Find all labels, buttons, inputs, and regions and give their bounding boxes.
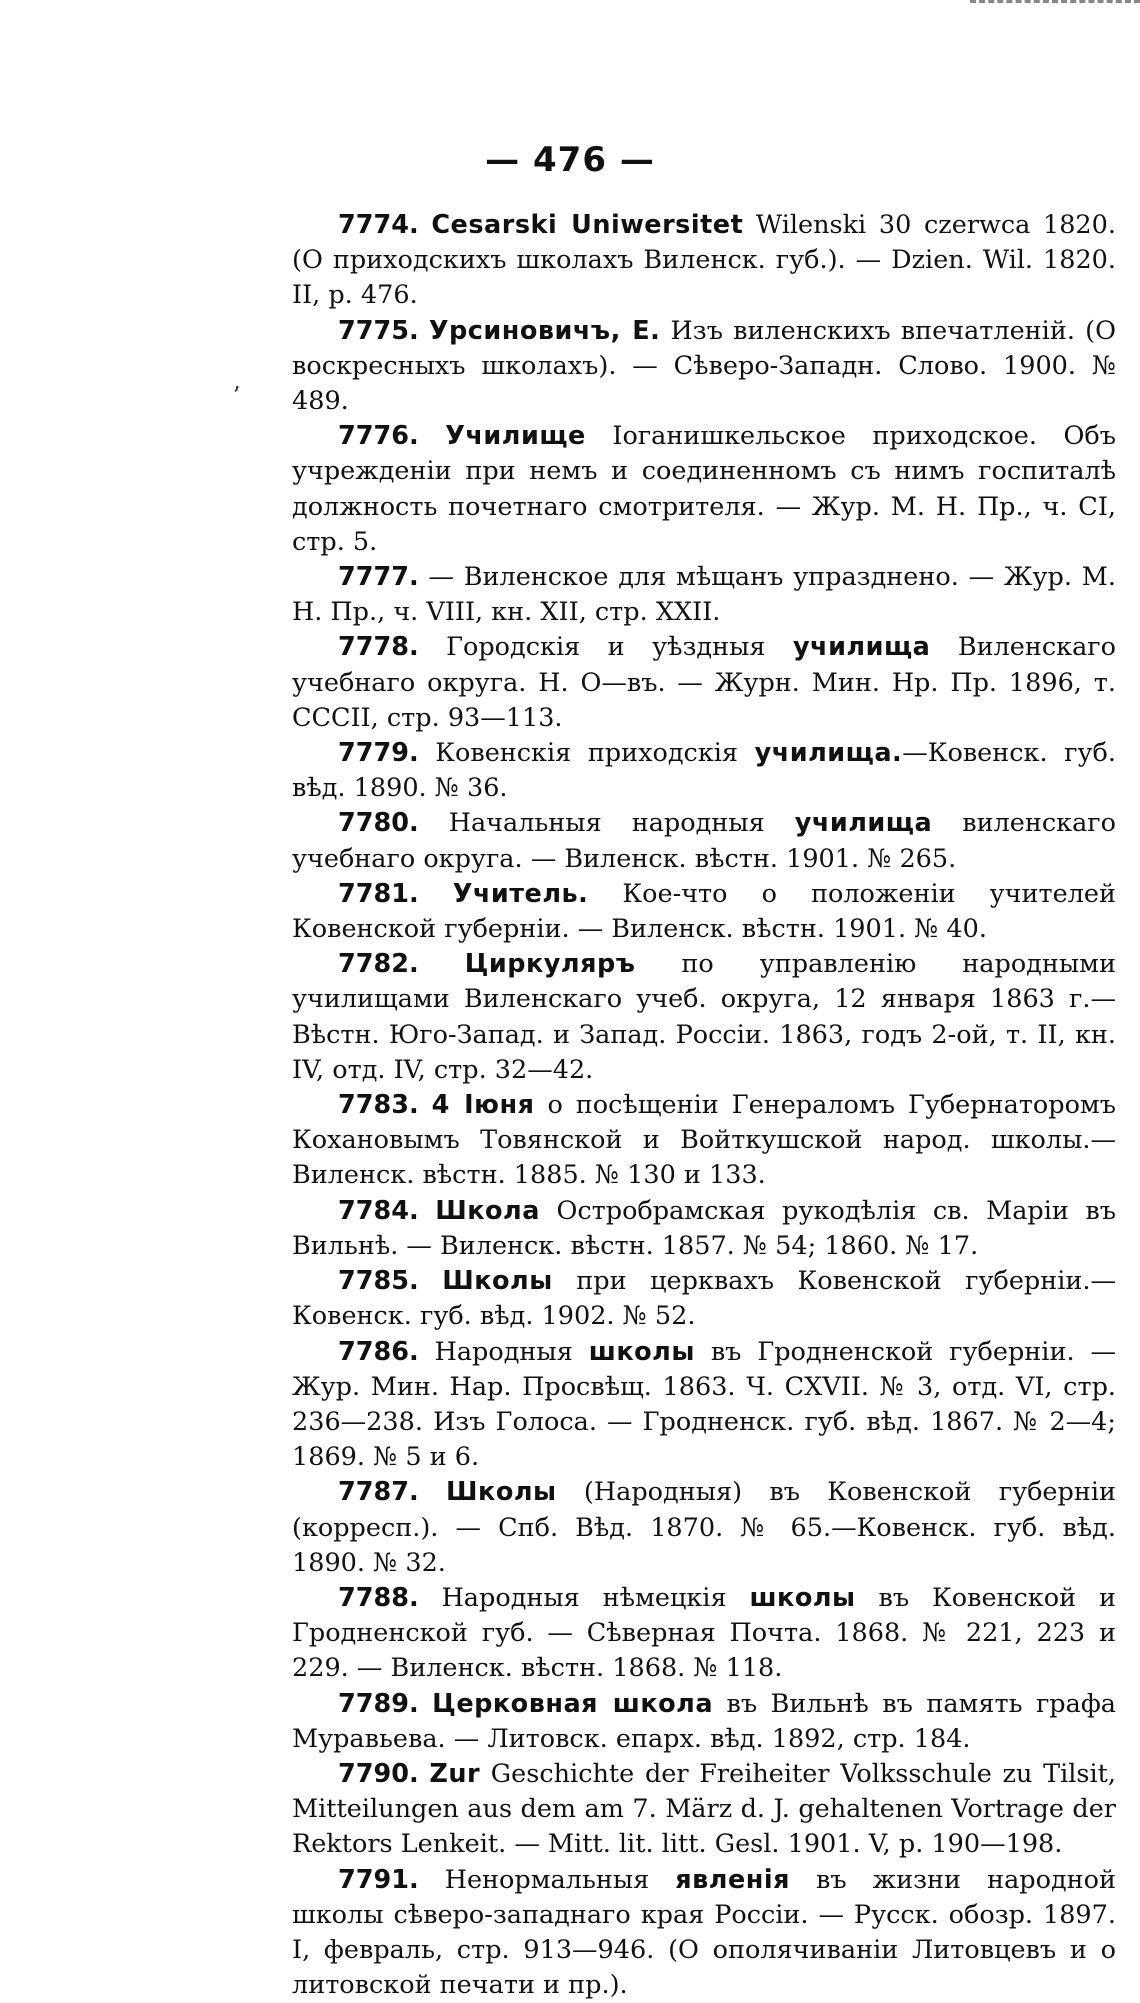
entry-text: виленскаго учебнаго округа. — Виленск. вѣстн. 1901. № 265. [292, 808, 1116, 874]
entry-lead-text [419, 421, 446, 451]
entry-text: въ Вильнѣ въ память графа Муравьева. — Литовск. епарх. вѣд. 1892, стр. 184. [292, 1688, 1116, 1754]
entry-heading: Церковная школа [432, 1688, 714, 1719]
entry-number: 7778. [338, 632, 419, 663]
bibliography-entry [292, 1475, 1116, 1581]
bibliography-entry [292, 947, 1116, 1088]
entry-text: при церквахъ Ковенской губерніи.—Ковенск. губ. вѣд. 1902. № 52. [292, 1266, 1116, 1332]
entry-text: Іоганишкельское приходское. Объ учрежденіи при немъ и соединенномъ съ нимъ госпиталѣ должность почетнаго смотрителя. — Жур. М. Н. Пр., ч. CI, стр. 5. [292, 421, 1116, 557]
entry-heading: училища [794, 808, 933, 839]
bibliography-entry [292, 208, 1116, 314]
entry-lead-text: Ковенскія приходскія [418, 738, 755, 769]
entry-heading: школы [749, 1582, 856, 1613]
entry-number: 7785. [338, 1266, 419, 1297]
entry-heading: училища [792, 632, 931, 663]
entry-lead-text [419, 210, 432, 240]
bibliography-list [292, 208, 1116, 2003]
entry-heading: Школа [435, 1195, 540, 1226]
entry-number: 7788. [338, 1582, 419, 1613]
entry-text: (Народныя) въ Ковенской губерніи (корресп.). — Спб. Вѣд. 1870. № 65.—Ковенск. губ. вѣд. 1890. № 32. [292, 1477, 1116, 1578]
entry-heading: Школы [446, 1477, 557, 1508]
entry-text: въ Гродненской губерніи. — Жур. Мин. Нар. Просвѣщ. 1863. Ч. CXVII. № 3, отд. VI, стр. 236—238. Изъ Голоса. — Гродненск. губ. вѣд. 1867. № 2—4; 1869. № 5 и 6. [292, 1336, 1116, 1473]
bibliography-entry [292, 630, 1116, 736]
entry-text: Виленскаго учебнаго округа. Н. О—въ. — Журн. Мин. Нр. Пр. 1896, т. СССII, стр. 93—113. [292, 632, 1116, 733]
entry-text: Изъ виленскихъ впечатленій. (О воскресныхъ школахъ). — Сѣверо-Западн. Слово. 1900. № 489. [292, 315, 1116, 417]
entry-heading: Школы [442, 1266, 553, 1297]
bibliography-entry [292, 1088, 1116, 1194]
entry-lead-text: Городскія и уѣздныя [418, 632, 793, 663]
entry-number: 7775. [338, 315, 419, 346]
entry-heading: школы [588, 1336, 695, 1367]
entry-heading: Учитель. [452, 878, 589, 909]
bibliography-entry [292, 1863, 1116, 2003]
entry-number: 7781. [338, 878, 419, 909]
entry-heading: Училище [445, 421, 586, 452]
bibliography-entry [292, 736, 1116, 806]
entry-heading: Zur [429, 1758, 481, 1789]
entry-text: о посѣщеніи Генераломъ Губернаторомъ Кохановымъ Товянской и Войткушской народ. школы.—Виленск. вѣстн. 1885. № 130 и 133. [292, 1090, 1116, 1191]
entry-number: 7776. [338, 421, 419, 452]
entry-text: — Виленское для мѣщанъ упразднено. — Жур. М. Н. Пр., ч. VIII, кн. XII, стр. XXII. [292, 562, 1116, 628]
entry-heading: Cesarski Uniwersitet [431, 210, 744, 240]
entry-lead-text [419, 1477, 446, 1507]
entry-number: 7789. [338, 1688, 419, 1719]
entry-text: —Ковенск. губ. вѣд. 1890. № 36. [292, 738, 1116, 804]
entry-text: Кое-что о положеніи учителей Ковенской губерніи. — Виленск. вѣстн. 1901. № 40. [292, 878, 1116, 945]
entry-heading: 4 Іюня [431, 1090, 535, 1121]
entry-number: 7791. [338, 1864, 419, 1895]
entry-text: Wilenski 30 czerwca 1820. (О приходскихъ школахъ Виленск. губ.). — Dzien. Wil. 1820. II, p. 476. [292, 210, 1116, 311]
bibliography-entry [292, 1581, 1116, 1687]
bibliography-entry [292, 1687, 1116, 1757]
bibliography-entry [292, 1194, 1116, 1264]
bibliography-entry [292, 560, 1116, 630]
entry-heading: Циркуляръ [464, 949, 636, 980]
entry-lead-text: Начальныя народныя [418, 808, 795, 839]
entry-number: 7784. [338, 1195, 419, 1226]
entry-text: въ жизни народной школы сѣверо-западнаго края Россіи. — Русск. обозр. 1897. I, февраль, стр. 913—946. (О ополячиваніи Литовцевъ и о литовской печати и пр.). [292, 1864, 1117, 2001]
page-number: — 476 — [485, 140, 655, 180]
entry-lead-text [419, 879, 453, 909]
entry-lead-text [419, 1689, 432, 1719]
entry-lead-text [419, 1090, 432, 1120]
entry-number: 7787. [338, 1477, 419, 1508]
entry-lead-text: Народныя нѣмецкія [418, 1582, 750, 1613]
entry-number: 7780. [338, 808, 419, 839]
bibliography-entry [292, 1757, 1116, 1863]
entry-heading: училища. [754, 738, 903, 769]
entry-number: 7790. [338, 1758, 419, 1789]
bibliography-entry [292, 877, 1116, 947]
entry-number: 7777. [338, 562, 419, 593]
entry-text: по управленію народными училищами Виленскаго учеб. округа, 12 января 1863 г.—Вѣстн. Юго-Запад. и Запад. Россіи. 1863, годъ 2-ой, т. II, кн. IV, отд. IV, стр. 32—42. [292, 949, 1117, 1085]
entry-lead-text [419, 1759, 430, 1789]
entry-lead-text [419, 949, 465, 979]
entry-lead-text [419, 1266, 443, 1296]
bibliography-entry [292, 806, 1116, 876]
bibliography-entry [292, 1335, 1116, 1476]
entry-number: 7779. [338, 738, 419, 769]
entry-text: въ Ковенской и Гродненской губ. — Сѣверная Почта. 1868. № 221, 223 и 229. — Виленск. вѣстн. 1868. № 118. [292, 1582, 1116, 1684]
entry-lead-text: Ненормальныя [418, 1864, 676, 1895]
bibliography-entry [292, 419, 1116, 560]
entry-lead-text [419, 1196, 436, 1226]
bibliography-entry [292, 1264, 1116, 1334]
entry-lead-text: Народныя [418, 1336, 589, 1367]
entry-heading: Урсиновичъ, Е. [428, 315, 661, 346]
entry-text: Geschichte der Freiheiter Volksschule zu Tilsit, Mitteilungen aus dem am 7. März d. J. gehaltenen Vortrage der Rektors Lenkeit. — Mitt. lit. litt. Gesl. 1901. V, p. 190—198. [292, 1758, 1116, 1860]
entry-number: 7782. [338, 949, 419, 980]
entry-lead-text [419, 316, 429, 346]
margin-mark: ʼ [232, 382, 240, 410]
entry-heading: явленія [675, 1864, 790, 1895]
entry-number: 7786. [338, 1336, 419, 1367]
scan-corner-mark [970, 0, 1140, 13]
bibliography-entry [292, 314, 1116, 420]
entry-number: 7783. [338, 1090, 419, 1121]
entry-number: 7774. [338, 210, 419, 240]
entry-lead-text [419, 562, 429, 592]
entry-text: Остробрамская рукодѣлія св. Маріи въ Вильнѣ. — Виленск. вѣстн. 1857. № 54; 1860. № 17. [292, 1195, 1116, 1261]
